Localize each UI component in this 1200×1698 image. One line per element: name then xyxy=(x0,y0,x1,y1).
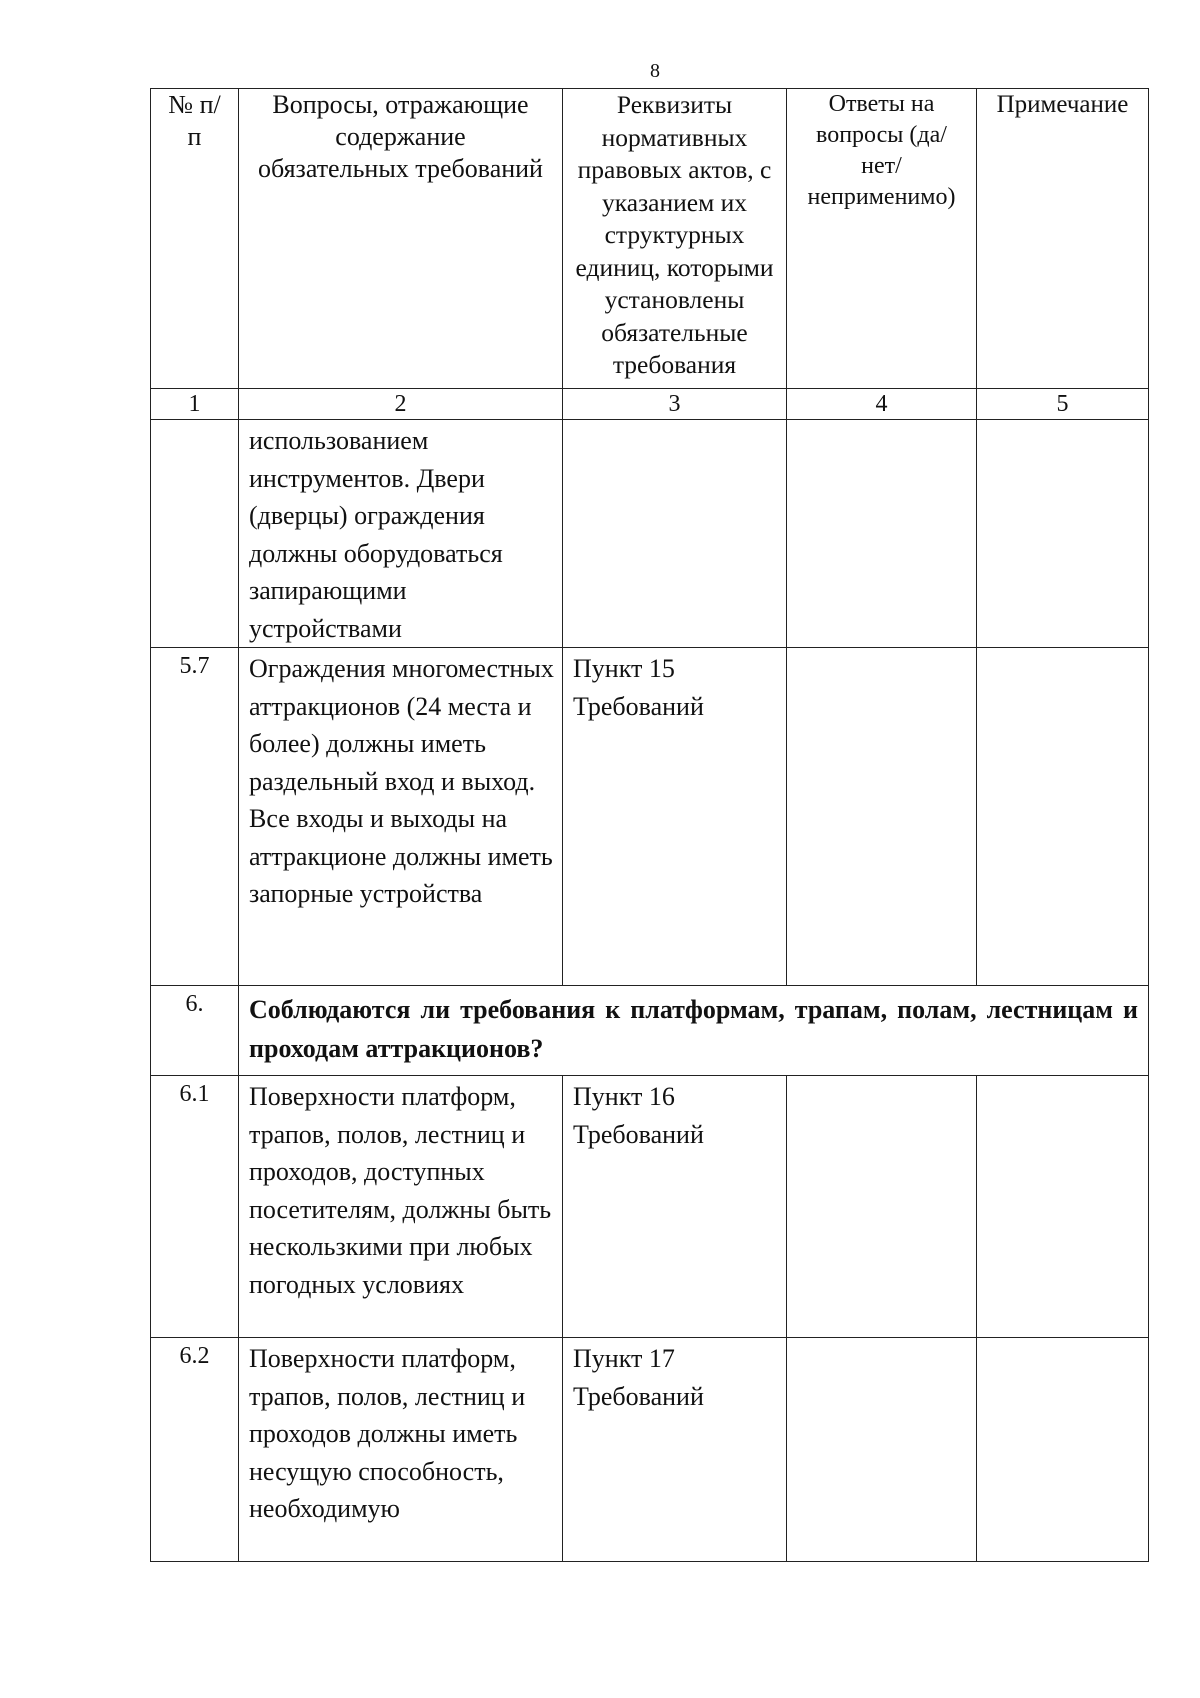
row-note[interactable] xyxy=(977,1076,1149,1338)
requisite-item: Пункт 17 xyxy=(573,1344,675,1373)
row-answer[interactable] xyxy=(787,1076,977,1338)
requisite-document: Требований xyxy=(573,691,704,721)
column-number: 1 xyxy=(151,389,239,420)
row-requisites xyxy=(563,420,787,648)
header-question: Вопросы, отражающие содержание обязательных требований xyxy=(239,89,563,389)
row-note[interactable] xyxy=(977,420,1149,648)
row-question: Поверхности платформ, трапов, полов, лестниц и проходов, доступных посетителям, должны быть нескользкими при любых погодных условиях xyxy=(239,1076,563,1338)
column-number-row xyxy=(151,389,1149,420)
row-requisites xyxy=(563,648,787,986)
row-number: 5.7 xyxy=(151,648,239,986)
row-question: использованием инструментов. Двери (дверцы) ограждения должны оборудоваться запирающими устройствами xyxy=(239,420,563,648)
table-row xyxy=(151,1076,1149,1338)
page-number: 8 xyxy=(650,60,660,82)
section-title: Соблюдаются ли требования к платформам, трапам, полам, лестницам и проходам аттракционов? xyxy=(239,986,1149,1076)
header-row xyxy=(151,89,1149,389)
row-answer[interactable] xyxy=(787,420,977,648)
row-note[interactable] xyxy=(977,648,1149,986)
requisite-item: Пункт 15 xyxy=(573,654,675,683)
header-requisites: Реквизиты нормативных правовых актов, с указанием их структурных единиц, которыми установлены обязательные требования xyxy=(563,89,787,389)
row-note[interactable] xyxy=(977,1338,1149,1562)
checklist-table xyxy=(150,88,1149,1562)
column-number: 4 xyxy=(787,389,977,420)
section-row xyxy=(151,986,1149,1076)
table-row xyxy=(151,1338,1149,1562)
row-question: Ограждения многоместных аттракционов (24 места и более) должны иметь раздельный вход и выход. Все входы и выходы на аттракционе должны иметь запорные устройства xyxy=(239,648,563,986)
row-requisites xyxy=(563,1076,787,1338)
column-number: 3 xyxy=(563,389,787,420)
row-answer[interactable] xyxy=(787,1338,977,1562)
row-number: 6.1 xyxy=(151,1076,239,1338)
row-number xyxy=(151,420,239,648)
row-question: Поверхности платформ, трапов, полов, лестниц и проходов должны иметь несущую способность, необходимую xyxy=(239,1338,563,1562)
row-number: 6.2 xyxy=(151,1338,239,1562)
requisite-document: Требований xyxy=(573,1381,704,1411)
requisite-document: Требований xyxy=(573,1119,704,1149)
requisite-item: Пункт 16 xyxy=(573,1082,675,1111)
column-number: 2 xyxy=(239,389,563,420)
section-number: 6. xyxy=(151,986,239,1076)
header-answers: Ответы на вопросы (да/нет/ неприменимо) xyxy=(787,89,977,389)
header-number: № п/п xyxy=(151,89,239,389)
column-number: 5 xyxy=(977,389,1149,420)
row-requisites xyxy=(563,1338,787,1562)
table-row xyxy=(151,420,1149,648)
table-row xyxy=(151,648,1149,986)
row-answer[interactable] xyxy=(787,648,977,986)
header-note: Примечание xyxy=(977,89,1149,389)
